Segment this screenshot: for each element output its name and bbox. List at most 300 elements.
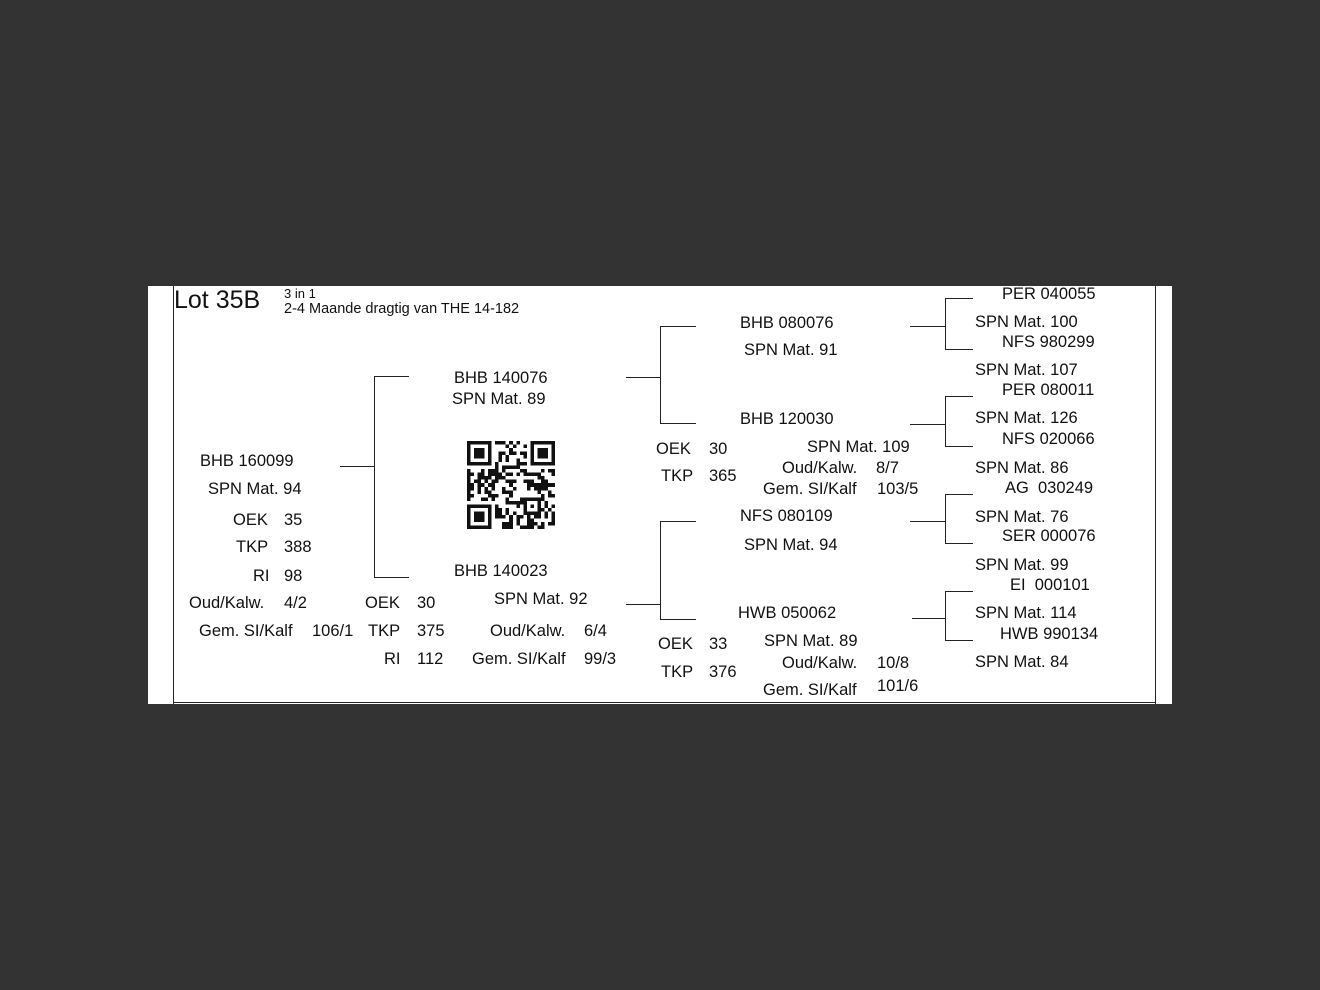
animal-ri-value: 98	[284, 567, 303, 585]
qr-module	[541, 462, 545, 466]
qr-module	[541, 483, 545, 487]
qr-module	[537, 508, 541, 512]
qr-module	[527, 473, 531, 477]
qr-module	[485, 480, 489, 484]
qr-module	[537, 497, 541, 501]
qr-module	[478, 480, 482, 484]
connector-line	[945, 298, 946, 349]
qr-module	[485, 476, 489, 480]
qr-module	[530, 480, 534, 484]
qr-module	[548, 494, 552, 498]
qr-module	[544, 441, 548, 445]
qr-module	[502, 490, 506, 494]
granddam-maternal-id: HWB 050062	[738, 604, 837, 622]
granddam-paternal-gem-label: Gem. SI/Kalf	[763, 480, 857, 498]
qr-module	[509, 483, 513, 487]
great-grandparent-id: HWB 990134	[1000, 625, 1099, 643]
great-grandparent-spn: SPN Mat. 76	[975, 508, 1069, 526]
qr-module	[534, 497, 538, 501]
qr-module	[544, 483, 548, 487]
qr-module	[506, 508, 510, 512]
qr-module	[478, 525, 482, 529]
qr-module	[509, 448, 513, 452]
qr-module	[523, 511, 527, 515]
qr-module	[506, 473, 510, 477]
connector-line	[945, 396, 946, 446]
qr-module	[474, 448, 478, 452]
qr-module	[523, 455, 527, 459]
qr-module	[530, 459, 534, 463]
lot-subtitle-2: 2-4 Maande dragtig van THE 14-182	[284, 301, 520, 317]
qr-module	[499, 515, 503, 519]
qr-module	[530, 452, 534, 456]
qr-module	[506, 525, 510, 529]
qr-module	[537, 452, 541, 456]
qr-module	[530, 462, 534, 466]
qr-module	[520, 469, 524, 473]
qr-module	[481, 483, 485, 487]
animal-tkp-value: 388	[284, 538, 312, 556]
qr-module	[541, 448, 545, 452]
granddam-maternal-gem-label: Gem. SI/Kalf	[763, 681, 857, 699]
qr-module	[530, 448, 534, 452]
qr-module	[537, 462, 541, 466]
grandsire-maternal-spn: SPN Mat. 94	[744, 536, 838, 554]
qr-module	[530, 504, 534, 508]
animal-oudkalw-label: Oud/Kalw.	[189, 594, 265, 612]
qr-module	[488, 522, 492, 526]
qr-module	[474, 525, 478, 529]
grandsire-paternal-spn: SPN Mat. 91	[744, 341, 838, 359]
granddam-paternal-tkp-label: TKP	[661, 467, 694, 485]
qr-module	[467, 476, 471, 480]
connector-line	[945, 591, 973, 592]
qr-module	[495, 441, 499, 445]
qr-module	[467, 480, 471, 484]
qr-module	[509, 452, 513, 456]
qr-module	[516, 441, 520, 445]
connector-line	[945, 494, 973, 495]
qr-module	[495, 511, 499, 515]
qr-module	[467, 462, 471, 466]
granddam-paternal-tkp-value: 365	[709, 467, 737, 485]
qr-module	[551, 469, 555, 473]
qr-module	[534, 515, 538, 519]
qr-module	[478, 452, 482, 456]
qr-module	[509, 518, 513, 522]
qr-module	[499, 441, 503, 445]
connector-line	[912, 618, 945, 619]
qr-module	[530, 497, 534, 501]
qr-module	[502, 476, 506, 480]
qr-module	[488, 441, 492, 445]
qr-module	[527, 518, 531, 522]
qr-module	[502, 469, 506, 473]
qr-module	[530, 441, 534, 445]
qr-module	[513, 466, 517, 470]
qr-module	[488, 511, 492, 515]
card-border-right	[1155, 286, 1156, 704]
qr-module	[478, 504, 482, 508]
qr-module	[544, 501, 548, 505]
qr-module	[495, 480, 499, 484]
animal-oek-label: OEK	[233, 511, 268, 529]
qr-module	[509, 441, 513, 445]
qr-module	[537, 501, 541, 505]
qr-module	[474, 480, 478, 484]
qr-module	[467, 508, 471, 512]
qr-module	[467, 511, 471, 515]
qr-module	[537, 483, 541, 487]
animal-gem-value: 106/1	[312, 622, 354, 640]
dam-oudkalw-label: Oud/Kalw.	[490, 622, 566, 640]
qr-module	[488, 452, 492, 456]
qr-module	[488, 455, 492, 459]
qr-module	[492, 497, 496, 501]
great-grandparent-spn: SPN Mat. 107	[975, 361, 1078, 379]
qr-module	[481, 452, 485, 456]
qr-module	[548, 490, 552, 494]
qr-module	[527, 497, 531, 501]
qr-module	[544, 487, 548, 491]
qr-module	[481, 448, 485, 452]
connector-line	[945, 396, 973, 397]
qr-module	[520, 525, 524, 529]
qr-module	[523, 508, 527, 512]
great-grandparent-spn: SPN Mat. 86	[975, 459, 1069, 477]
qr-code-icon	[467, 441, 555, 529]
dam-tkp-value: 375	[417, 622, 445, 640]
connector-line	[910, 424, 945, 425]
qr-module	[537, 476, 541, 480]
qr-module	[499, 511, 503, 515]
qr-module	[520, 501, 524, 505]
qr-module	[530, 455, 534, 459]
connector-line	[660, 619, 696, 620]
qr-module	[488, 473, 492, 477]
qr-module	[513, 480, 517, 484]
animal-gem-label: Gem. SI/Kalf	[199, 622, 293, 640]
card-border-bottom	[173, 702, 1156, 703]
connector-line	[660, 521, 696, 522]
qr-module	[516, 522, 520, 526]
qr-module	[471, 494, 475, 498]
dam-spn: SPN Mat. 92	[494, 590, 588, 608]
qr-module	[534, 441, 538, 445]
qr-module	[523, 525, 527, 529]
qr-module	[467, 448, 471, 452]
qr-module	[537, 504, 541, 508]
granddam-maternal-oek-label: OEK	[658, 635, 693, 653]
qr-module	[548, 462, 552, 466]
connector-line	[945, 349, 973, 350]
granddam-paternal-oek-label: OEK	[656, 440, 691, 458]
great-grandparent-spn: SPN Mat. 114	[975, 604, 1077, 622]
qr-module	[551, 445, 555, 449]
animal-oudkalw-value: 4/2	[284, 594, 307, 612]
qr-module	[492, 487, 496, 491]
qr-module	[506, 480, 510, 484]
qr-module	[509, 522, 513, 526]
qr-module	[551, 455, 555, 459]
qr-module	[467, 483, 471, 487]
qr-module	[509, 494, 513, 498]
connector-line	[945, 446, 973, 447]
qr-module	[551, 518, 555, 522]
qr-module	[492, 494, 496, 498]
qr-module	[527, 487, 531, 491]
qr-module	[499, 452, 503, 456]
qr-module	[537, 525, 541, 529]
great-grandparent-id: PER 080011	[1002, 381, 1095, 399]
qr-module	[481, 497, 485, 501]
connector-line	[945, 298, 973, 299]
pedigree-card	[148, 286, 1172, 704]
dam-oek-label: OEK	[365, 594, 400, 612]
qr-module	[478, 518, 482, 522]
granddam-maternal-tkp-label: TKP	[661, 663, 694, 681]
granddam-maternal-oudkalw-value: 10/8	[877, 654, 910, 672]
qr-module	[530, 473, 534, 477]
qr-module	[523, 480, 527, 484]
qr-module	[481, 473, 485, 477]
qr-module	[548, 483, 552, 487]
qr-module	[485, 525, 489, 529]
qr-module	[541, 480, 545, 484]
qr-module	[478, 511, 482, 515]
connector-line	[945, 591, 946, 640]
qr-module	[513, 501, 517, 505]
great-grandparent-id: SER 000076	[1002, 527, 1096, 545]
qr-module	[551, 515, 555, 519]
dam-ri-value: 112	[417, 650, 444, 668]
qr-module	[537, 515, 541, 519]
qr-module	[471, 483, 475, 487]
qr-module	[534, 483, 538, 487]
qr-module	[551, 462, 555, 466]
qr-module	[506, 522, 510, 526]
qr-module	[551, 483, 555, 487]
qr-module	[537, 455, 541, 459]
qr-module	[488, 462, 492, 466]
qr-module	[474, 452, 478, 456]
qr-module	[488, 508, 492, 512]
connector-line	[945, 494, 946, 543]
qr-module	[488, 518, 492, 522]
qr-module	[523, 462, 527, 466]
card-border-left	[173, 286, 174, 704]
qr-module	[516, 466, 520, 470]
qr-module	[506, 445, 510, 449]
qr-module	[523, 504, 527, 508]
qr-module	[527, 480, 531, 484]
dam-tkp-label: TKP	[368, 622, 401, 640]
qr-module	[506, 459, 510, 463]
qr-module	[548, 522, 552, 526]
qr-module	[481, 518, 485, 522]
dam-gem-label: Gem. SI/Kalf	[472, 650, 566, 668]
connector-line	[660, 521, 661, 619]
granddam-maternal-oek-value: 33	[709, 635, 728, 653]
qr-module	[530, 522, 534, 526]
qr-module	[467, 522, 471, 526]
qr-module	[467, 473, 471, 477]
qr-module	[502, 522, 506, 526]
qr-module	[509, 501, 513, 505]
connector-line	[910, 521, 945, 522]
qr-module	[471, 504, 475, 508]
qr-module	[523, 452, 527, 456]
qr-module	[509, 515, 513, 519]
qr-module	[485, 490, 489, 494]
qr-module	[527, 525, 531, 529]
qr-module	[502, 441, 506, 445]
qr-module	[537, 441, 541, 445]
qr-module	[488, 448, 492, 452]
qr-module	[527, 515, 531, 519]
qr-module	[495, 515, 499, 519]
granddam-paternal-gem-value: 103/5	[877, 480, 919, 498]
qr-module	[516, 462, 520, 466]
connector-line	[945, 543, 973, 544]
qr-module	[537, 490, 541, 494]
qr-module	[530, 525, 534, 529]
qr-module	[509, 466, 513, 470]
great-grandparent-id: EI 000101	[1010, 576, 1090, 594]
qr-module	[478, 441, 482, 445]
qr-module	[513, 487, 517, 491]
qr-module	[513, 452, 517, 456]
qr-module	[544, 515, 548, 519]
qr-module	[534, 462, 538, 466]
qr-module	[551, 448, 555, 452]
qr-module	[495, 473, 499, 477]
connector-line	[374, 577, 409, 578]
lot-title: Lot 35B	[174, 286, 261, 314]
qr-module	[541, 497, 545, 501]
qr-module	[541, 522, 545, 526]
qr-module	[481, 476, 485, 480]
qr-module	[471, 473, 475, 477]
qr-module	[481, 525, 485, 529]
qr-module	[488, 525, 492, 529]
qr-module	[467, 487, 471, 491]
qr-module	[506, 490, 510, 494]
granddam-maternal-tkp-value: 376	[709, 663, 737, 681]
granddam-paternal-oudkalw-value: 8/7	[876, 459, 899, 477]
qr-module	[534, 473, 538, 477]
qr-module	[506, 466, 510, 470]
qr-module	[534, 487, 538, 491]
qr-module	[516, 459, 520, 463]
qr-module	[541, 525, 545, 529]
qr-module	[471, 462, 475, 466]
qr-module	[541, 469, 545, 473]
qr-module	[534, 522, 538, 526]
qr-module	[523, 501, 527, 505]
qr-module	[520, 497, 524, 501]
animal-id: BHB 160099	[200, 452, 294, 470]
qr-module	[481, 441, 485, 445]
qr-module	[541, 452, 545, 456]
qr-module	[471, 487, 475, 491]
qr-module	[544, 462, 548, 466]
qr-module	[467, 497, 471, 501]
qr-module	[481, 455, 485, 459]
qr-module	[499, 455, 503, 459]
qr-module	[474, 518, 478, 522]
qr-module	[544, 511, 548, 515]
qr-module	[551, 441, 555, 445]
qr-module	[523, 473, 527, 477]
qr-module	[520, 452, 524, 456]
qr-module	[474, 455, 478, 459]
qr-module	[502, 452, 506, 456]
great-grandparent-spn: SPN Mat. 99	[975, 556, 1069, 574]
qr-module	[551, 494, 555, 498]
qr-module	[523, 445, 527, 449]
dam-gem-value: 99/3	[584, 650, 617, 668]
qr-module	[544, 504, 548, 508]
great-grandparent-spn: SPN Mat. 100	[975, 313, 1078, 331]
qr-module	[551, 522, 555, 526]
dam-oudkalw-value: 6/4	[584, 622, 607, 640]
qr-module	[467, 455, 471, 459]
qr-module	[516, 515, 520, 519]
great-grandparent-spn: SPN Mat. 84	[975, 653, 1069, 671]
qr-module	[478, 515, 482, 519]
qr-module	[502, 487, 506, 491]
qr-module	[488, 445, 492, 449]
qr-module	[537, 448, 541, 452]
qr-module	[495, 462, 499, 466]
connector-line	[910, 326, 945, 327]
qr-module	[481, 511, 485, 515]
qr-module	[537, 487, 541, 491]
connector-line	[660, 326, 661, 423]
qr-module	[523, 497, 527, 501]
qr-module	[551, 504, 555, 508]
qr-module	[495, 476, 499, 480]
qr-module	[488, 483, 492, 487]
qr-module	[488, 469, 492, 473]
granddam-maternal-gem-value: 101/6	[877, 677, 919, 695]
qr-module	[534, 511, 538, 515]
qr-module	[551, 511, 555, 515]
qr-module	[467, 504, 471, 508]
qr-module	[541, 494, 545, 498]
qr-module	[478, 455, 482, 459]
connector-line	[660, 423, 696, 424]
qr-module	[509, 525, 513, 529]
qr-module	[481, 504, 485, 508]
granddam-maternal-oudkalw-label: Oud/Kalw.	[782, 654, 858, 672]
qr-module	[509, 480, 513, 484]
connector-line	[374, 376, 409, 377]
qr-module	[467, 469, 471, 473]
qr-module	[488, 476, 492, 480]
connector-line	[626, 377, 660, 378]
qr-module	[495, 494, 499, 498]
qr-module	[467, 441, 471, 445]
granddam-paternal-oudkalw-label: Oud/Kalw.	[782, 459, 858, 477]
qr-module	[481, 462, 485, 466]
qr-module	[478, 476, 482, 480]
qr-module	[516, 501, 520, 505]
qr-module	[478, 473, 482, 477]
qr-module	[492, 473, 496, 477]
qr-module	[485, 504, 489, 508]
